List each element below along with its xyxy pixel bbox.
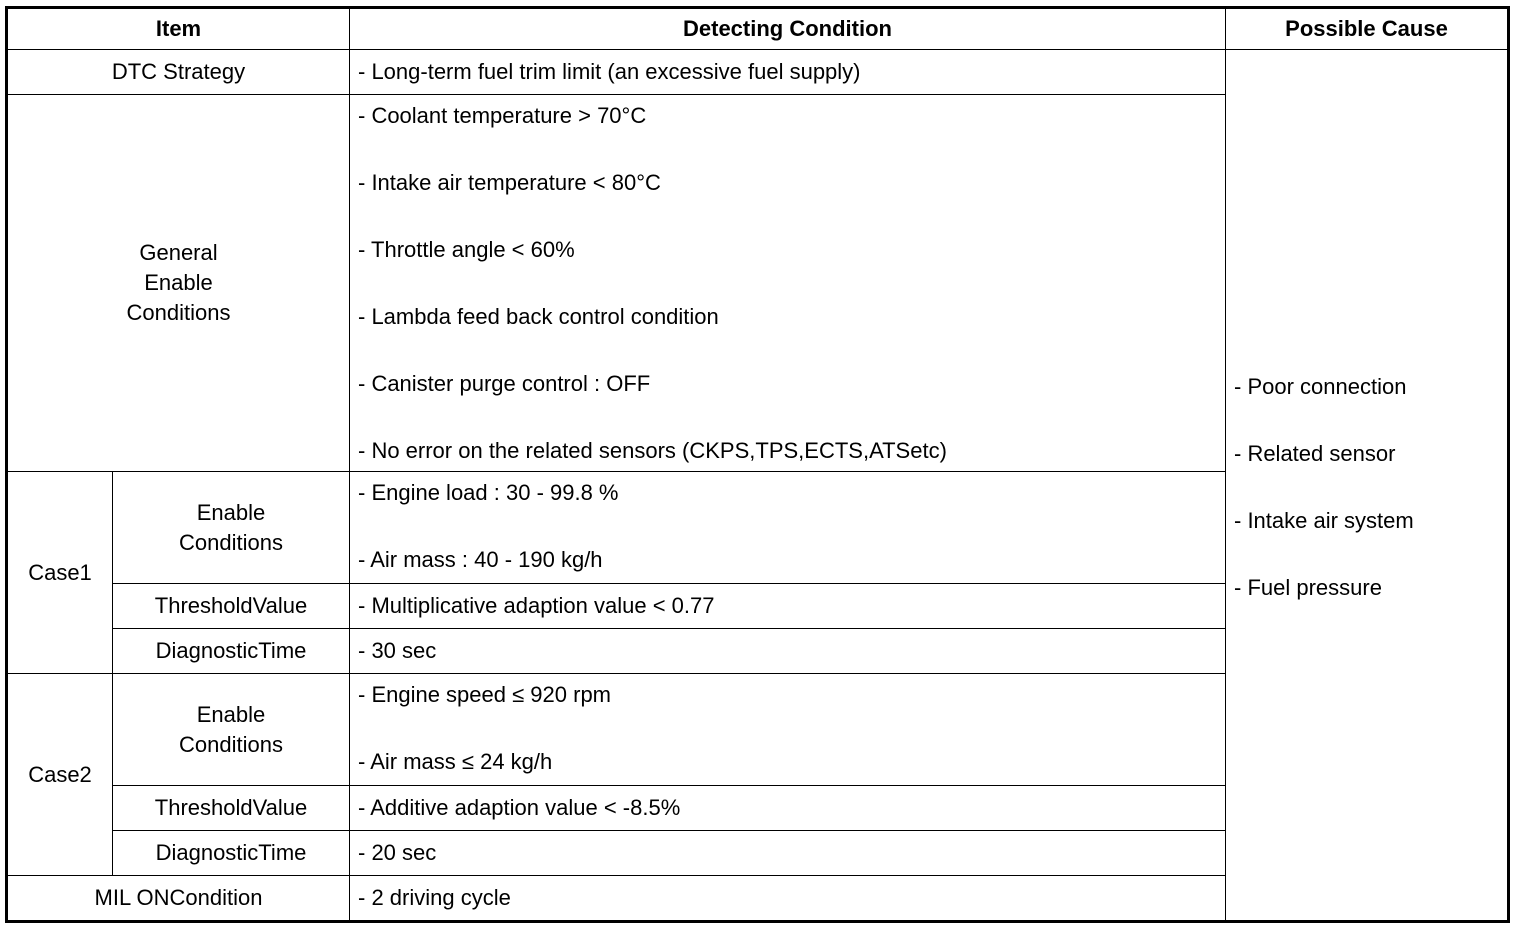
case2-time: - 20 sec xyxy=(350,831,1226,876)
mil-on-condition: - 2 driving cycle xyxy=(350,876,1226,922)
general-condition: - Throttle angle < 60% xyxy=(358,237,575,262)
header-possible-cause: Possible Cause xyxy=(1226,8,1509,50)
cause-fuel-pressure: - Fuel pressure xyxy=(1234,575,1382,600)
header-detecting-condition: Detecting Condition xyxy=(350,8,1226,50)
case2-enable-label-line-2: Conditions xyxy=(179,731,283,757)
row-dtc-strategy xyxy=(7,50,1509,95)
case2-condition: - Air mass ≤ 24 kg/h xyxy=(358,749,553,774)
possible-cause-cell xyxy=(1226,50,1509,922)
case2-label: Case2 xyxy=(7,674,113,876)
general-label-line-3: Conditions xyxy=(126,300,231,325)
case1-enable-label-line-1: Enable xyxy=(196,499,266,525)
dtc-table xyxy=(5,6,1510,923)
general-label-line-2: Enable xyxy=(144,270,213,295)
general-condition: - Intake air temperature < 80°C xyxy=(358,170,661,195)
general-condition: - No error on the related sensors (CKPS,TPS,ECTS,ATSetc) xyxy=(358,438,947,463)
case2-enable-label-line-1: Enable xyxy=(196,701,266,727)
mil-on-label: MIL ONCondition xyxy=(7,876,350,922)
general-enable-label xyxy=(7,95,350,472)
cause-poor-connection: - Poor connection xyxy=(1234,374,1407,399)
case1-condition: - Engine load : 30 - 99.8 % xyxy=(358,480,619,505)
case2-threshold-label: ThresholdValue xyxy=(113,786,350,831)
case1-enable-label xyxy=(113,472,350,584)
case1-condition: - Air mass : 40 - 190 kg/h xyxy=(358,547,603,572)
general-condition: - Coolant temperature > 70°C xyxy=(358,103,647,128)
general-condition: - Lambda feed back control condition xyxy=(358,304,719,329)
case1-threshold: - Multiplicative adaption value < 0.77 xyxy=(350,584,1226,629)
case2-condition: - Engine speed ≤ 920 rpm xyxy=(358,682,611,707)
general-condition: - Canister purge control : OFF xyxy=(358,371,651,396)
header-row xyxy=(7,8,1509,50)
cause-related-sensor: - Related sensor xyxy=(1234,441,1396,466)
general-label-line-1: General xyxy=(139,240,218,265)
cause-intake-air-system: - Intake air system xyxy=(1234,508,1414,533)
header-item: Item xyxy=(7,8,350,50)
case1-label: Case1 xyxy=(7,472,113,674)
case2-threshold: - Additive adaption value < -8.5% xyxy=(350,786,1226,831)
general-enable-conditions xyxy=(350,95,1226,472)
case2-enable-conditions xyxy=(350,674,1226,786)
case1-threshold-label: ThresholdValue xyxy=(113,584,350,629)
dtc-strategy-label: DTC Strategy xyxy=(7,50,350,95)
case2-time-label: DiagnosticTime xyxy=(113,831,350,876)
case2-enable-label xyxy=(113,674,350,786)
dtc-strategy-condition: - Long-term fuel trim limit (an excessive fuel supply) xyxy=(350,50,1226,95)
case1-enable-label-line-2: Conditions xyxy=(179,529,283,555)
case1-time-label: DiagnosticTime xyxy=(113,629,350,674)
case1-time: - 30 sec xyxy=(350,629,1226,674)
case1-enable-conditions xyxy=(350,472,1226,584)
